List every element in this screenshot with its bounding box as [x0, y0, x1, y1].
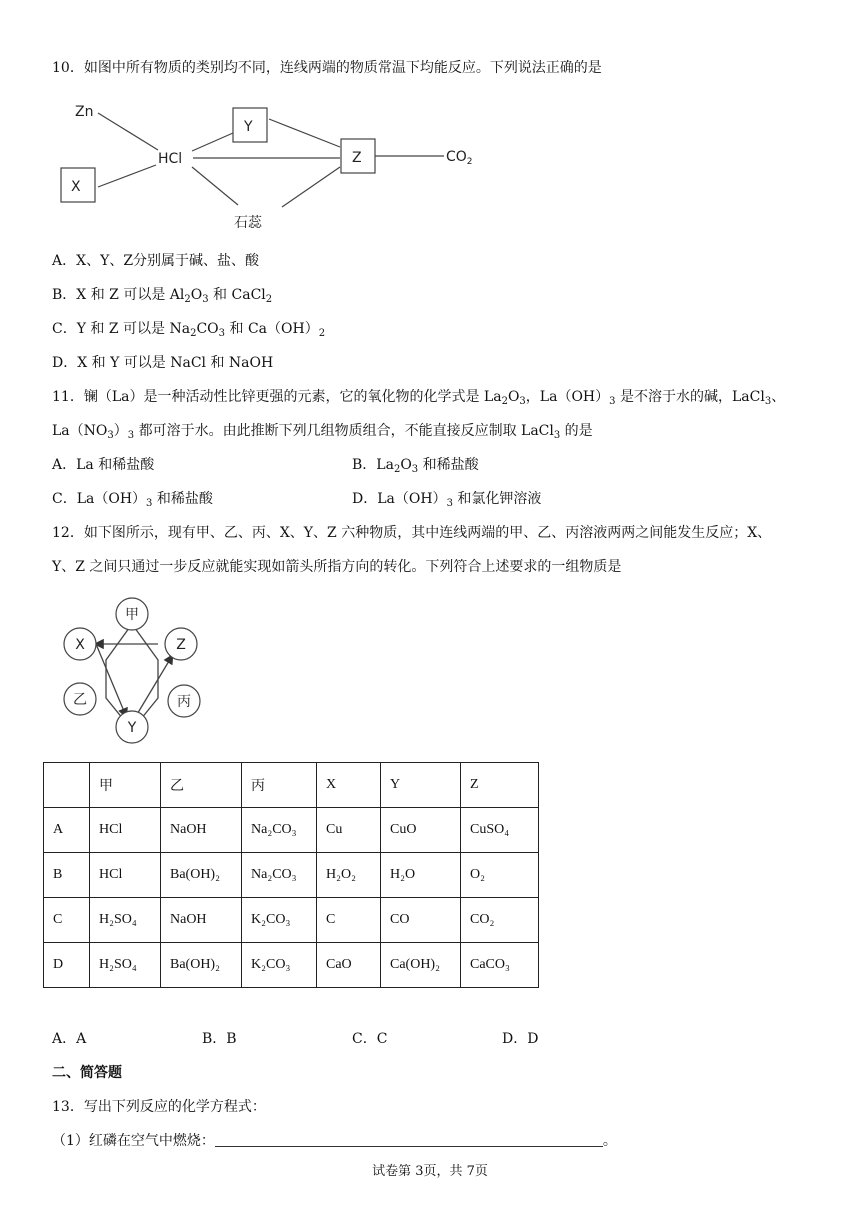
zn-label: Zn [75, 104, 94, 120]
table-row [44, 943, 539, 988]
table-cell: A [44, 808, 90, 853]
table-cell: H₂O [381, 853, 461, 898]
table-cell: HCl [90, 808, 161, 853]
table-cell: C [44, 898, 90, 943]
table-cell: Cu [317, 808, 381, 853]
svg-text:甲: 甲 [125, 607, 139, 623]
q10-option-a: A．X、Y、Z分别属于碱、盐、酸 [52, 253, 260, 269]
svg-text:Y: Y [127, 720, 137, 736]
section-title: 二、简答题 [52, 1065, 122, 1081]
page-footer: 试卷第 3页，共 7页 [372, 1164, 488, 1179]
table-cell: CuO [381, 808, 461, 853]
q10-reaction-diagram [50, 95, 530, 245]
table-cell: Ba(OH)₂ [161, 943, 242, 988]
q12-stem-line1: 12．如下图所示，现有甲、乙、丙、X、Y、Z 六种物质，其中连线两端的甲、乙、丙溶液两两之间能发生反应；X、 [52, 525, 772, 541]
q13-stem: 13．写出下列反应的化学方程式： [52, 1099, 266, 1115]
table-cell: D [44, 943, 90, 988]
litmus-label: 石蕊 [234, 215, 262, 231]
svg-text:Z: Z [176, 637, 186, 653]
q12-option-c: C．C [352, 1031, 388, 1047]
table-header-cell: X [317, 763, 381, 808]
q10-option-b: B．X 和 Z 可以是 $Al_2O_3$ 和 CaCl$_2$ [52, 287, 273, 305]
table-cell: CaO [317, 943, 381, 988]
q11-option-b: B．$La_2O_3$ 和稀盐酸 [352, 457, 479, 475]
table-header-cell: 甲 [90, 763, 161, 808]
table-row [44, 808, 539, 853]
table-cell: C [317, 898, 381, 943]
q11-option-c: C．$La(OH)_3$ 和稀盐酸 [52, 491, 213, 509]
table-row [44, 898, 539, 943]
q10-stem: 10．如图中所有物质的类别均不同，连线两端的物质常温下均能反应。下列说法正确的是 [52, 60, 602, 76]
table-cell: H₂SO₄ [90, 898, 161, 943]
table-cell: K₂CO₃ [242, 943, 317, 988]
y-label: Y [244, 119, 253, 135]
svg-text:丙: 丙 [177, 694, 191, 710]
co2-label: $CO_2$ [446, 149, 473, 167]
q13-part1: （1）红磷在空气中燃烧： 。 [52, 1133, 617, 1149]
table-cell: CaCO₃ [461, 943, 539, 988]
table-header-cell: 丙 [242, 763, 317, 808]
q11-option-a: A．La 和稀盐酸 [52, 457, 155, 473]
table-cell: O₂ [461, 853, 539, 898]
q11-option-d: D．$La(OH)_3$ 和氯化钾溶液 [352, 491, 542, 509]
table-header-cell [44, 763, 90, 808]
q12-stem-line2: Y、Z 之间只通过一步反应就能实现如箭头所指方向的转化。下列符合上述要求的一组物质是 [52, 559, 622, 575]
svg-text:乙: 乙 [73, 692, 87, 708]
table-cell: Ba(OH)₂ [161, 853, 242, 898]
svg-text:X: X [75, 637, 85, 653]
table-cell: CuSO₄ [461, 808, 539, 853]
table-cell: HCl [90, 853, 161, 898]
table-cell: B [44, 853, 90, 898]
q12-option-b: B．B [202, 1031, 237, 1047]
table-cell: H₂O₂ [317, 853, 381, 898]
table-cell: Ca(OH)₂ [381, 943, 461, 988]
table-cell: H₂SO₄ [90, 943, 161, 988]
q10-option-c: C．Y 和 Z 可以是 $Na_2CO_3$ 和 $Ca(OH)_2$ [52, 321, 326, 339]
q12-option-a: A．A [52, 1031, 87, 1047]
table-cell: Na₂CO₃ [242, 808, 317, 853]
q11-stem-line1: 11．镧（La）是一种活动性比锌更强的元素，它的氧化物的化学式是 $La_2O_3$，$La(OH)_3$ 是不溶于水的碱，LaCl$_3$、 [52, 389, 786, 407]
answer-blank[interactable] [215, 1132, 603, 1147]
table-header-row [44, 763, 539, 808]
z-label: Z [352, 150, 362, 166]
table-row [44, 853, 539, 898]
q12-options-table [43, 762, 539, 988]
table-cell: CO₂ [461, 898, 539, 943]
table-cell: Na₂CO₃ [242, 853, 317, 898]
table-cell: NaOH [161, 808, 242, 853]
q10-option-d: D．X 和 Y 可以是 NaCl 和 NaOH [52, 355, 274, 371]
hcl-label: HCl [158, 151, 183, 167]
table-cell: CO [381, 898, 461, 943]
table-cell: NaOH [161, 898, 242, 943]
table-header-cell: 乙 [161, 763, 242, 808]
table-cell: K₂CO₃ [242, 898, 317, 943]
table-header-cell: Y [381, 763, 461, 808]
q11-stem-line2: $La(NO_3)_3$ 都可溶于水。由此推断下列几组物质组合，不能直接反应制取 LaCl$_3$ 的是 [52, 423, 593, 441]
q12-hexagon-diagram [60, 592, 210, 752]
x-label: X [71, 179, 81, 195]
q12-option-d: D．D [502, 1031, 539, 1047]
table-header-cell: Z [461, 763, 539, 808]
